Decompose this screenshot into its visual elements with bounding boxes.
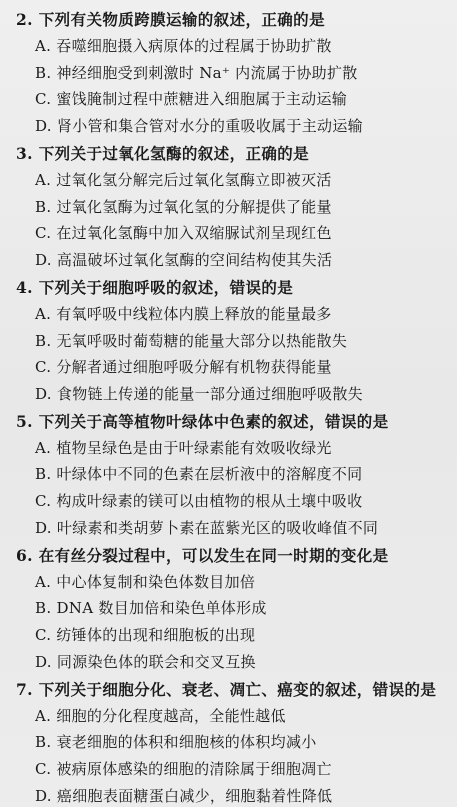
option-d: D. 食物链上传递的能量一部分通过细胞呼吸散失 (35, 385, 363, 403)
option-b: B. 叶绿体中不同的色素在层析液中的溶解度不同 (35, 465, 363, 483)
option-d: D. 癌细胞表面糖蛋白减少，细胞黏着性降低 (35, 787, 333, 805)
question-stem: 3. 下列关于过氧化氢酶的叙述，正确的是 (16, 144, 310, 163)
option-c: C. 分解者通过细胞呼吸分解有机物获得能量 (35, 358, 332, 376)
option-a: A. 中心体复制和染色体数目加倍 (35, 573, 256, 591)
question-stem: 2. 下列有关物质跨膜运输的叙述，正确的是 (16, 10, 325, 29)
question-stem: 5. 下列关于高等植物叶绿体中色素的叙述，错误的是 (16, 412, 389, 431)
option-d: D. 同源染色体的联会和交叉互换 (35, 653, 256, 671)
option-a: A. 有氧呼吸中线粒体内膜上释放的能量最多 (35, 305, 332, 323)
option-d: D. 肾小管和集合管对水分的重吸收属于主动运输 (35, 117, 363, 135)
option-a: A. 吞噬细胞摄入病原体的过程属于协助扩散 (35, 37, 332, 55)
option-c: C. 蜜饯腌制过程中蔗糖进入细胞属于主动运输 (35, 90, 348, 108)
option-a: A. 植物呈绿色是由于叶绿素能有效吸收绿光 (35, 439, 332, 457)
option-b: B. 衰老细胞的体积和细胞核的体积均减小 (35, 733, 317, 751)
option-b: B. 神经细胞受到刺激时 Na⁺ 内流属于协助扩散 (35, 64, 358, 82)
option-b: B. 无氧呼吸时葡萄糖的能量大部分以热能散失 (35, 332, 348, 350)
question-stem: 6. 在有丝分裂过程中，可以发生在同一时期的变化是 (16, 546, 389, 565)
option-c: C. 构成叶绿素的镁可以由植物的根从土壤中吸收 (35, 492, 363, 510)
question-stem: 7. 下列关于细胞分化、衰老、凋亡、癌变的叙述，错误的是 (16, 680, 437, 699)
option-c: C. 纺锤体的出现和细胞板的出现 (35, 626, 256, 644)
option-b: B. 过氧化氢酶为过氧化氢的分解提供了能量 (35, 198, 332, 216)
option-a: A. 过氧化氢分解完后过氧化氢酶立即被灭活 (35, 171, 332, 189)
option-a: A. 细胞的分化程度越高，全能性越低 (35, 707, 286, 725)
option-d: D. 高温破坏过氧化氢酶的空间结构使其失活 (35, 251, 333, 269)
option-c: C. 在过氧化氢酶中加入双缩脲试剂呈现红色 (35, 224, 332, 242)
question-stem: 4. 下列关于细胞呼吸的叙述，错误的是 (16, 278, 294, 297)
option-d: D. 叶绿素和类胡萝卜素在蓝紫光区的吸收峰值不同 (35, 519, 379, 537)
option-b: B. DNA 数目加倍和染色单体形成 (35, 599, 267, 617)
option-c: C. 被病原体感染的细胞的清除属于细胞凋亡 (35, 760, 332, 778)
